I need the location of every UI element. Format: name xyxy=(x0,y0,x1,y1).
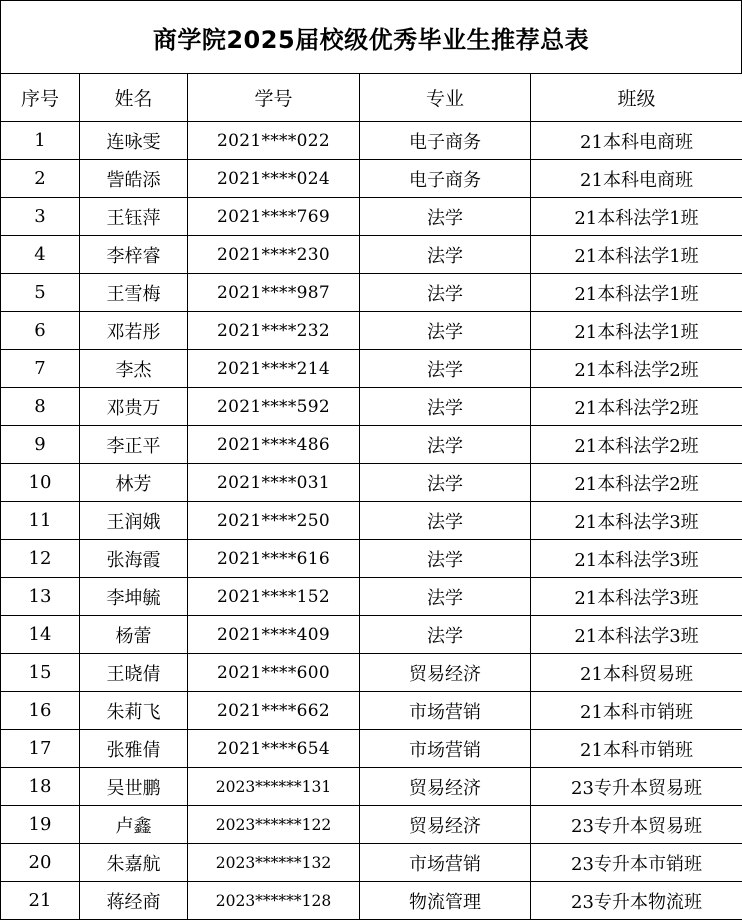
cell-major: 法学 xyxy=(360,312,531,350)
header-row xyxy=(1,74,742,122)
cell-name: 张雅倩 xyxy=(80,730,188,768)
recommendation-table xyxy=(0,73,742,920)
cell-student-id: 2021****987 xyxy=(188,274,360,312)
cell-class: 21本科法学1班 xyxy=(531,274,742,312)
table-row xyxy=(1,464,742,502)
cell-class: 21本科法学2班 xyxy=(531,426,742,464)
cell-class: 21本科贸易班 xyxy=(531,654,742,692)
cell-no: 6 xyxy=(1,312,80,350)
cell-class: 23专升本市销班 xyxy=(531,844,742,882)
cell-major: 贸易经济 xyxy=(360,768,531,806)
header-major: 专业 xyxy=(360,74,531,122)
table-row xyxy=(1,540,742,578)
cell-major: 法学 xyxy=(360,540,531,578)
cell-name: 蒋经商 xyxy=(80,882,188,920)
cell-class: 21本科法学3班 xyxy=(531,502,742,540)
cell-name: 朱莉飞 xyxy=(80,692,188,730)
cell-major: 市场营销 xyxy=(360,844,531,882)
table-row xyxy=(1,274,742,312)
cell-no: 18 xyxy=(1,768,80,806)
cell-student-id: 2021****031 xyxy=(188,464,360,502)
cell-no: 16 xyxy=(1,692,80,730)
cell-no: 13 xyxy=(1,578,80,616)
cell-major: 贸易经济 xyxy=(360,654,531,692)
cell-major: 法学 xyxy=(360,578,531,616)
header-class: 班级 xyxy=(531,74,742,122)
cell-class: 21本科市销班 xyxy=(531,692,742,730)
cell-name: 连咏雯 xyxy=(80,122,188,160)
table-row xyxy=(1,426,742,464)
cell-student-id: 2021****022 xyxy=(188,122,360,160)
cell-no: 17 xyxy=(1,730,80,768)
header-no: 序号 xyxy=(1,74,80,122)
cell-class: 21本科法学2班 xyxy=(531,388,742,426)
cell-name: 张海霞 xyxy=(80,540,188,578)
cell-student-id: 2021****654 xyxy=(188,730,360,768)
cell-student-id: 2021****616 xyxy=(188,540,360,578)
cell-major: 法学 xyxy=(360,274,531,312)
cell-no: 10 xyxy=(1,464,80,502)
cell-student-id: 2021****232 xyxy=(188,312,360,350)
cell-no: 5 xyxy=(1,274,80,312)
cell-no: 11 xyxy=(1,502,80,540)
cell-student-id: 2023******131 xyxy=(188,768,360,806)
cell-name: 李杰 xyxy=(80,350,188,388)
cell-class: 21本科法学1班 xyxy=(531,236,742,274)
cell-student-id: 2021****600 xyxy=(188,654,360,692)
cell-class: 23专升本物流班 xyxy=(531,882,742,920)
table-header xyxy=(1,74,742,122)
cell-class: 23专升本贸易班 xyxy=(531,768,742,806)
table-row xyxy=(1,692,742,730)
table-row xyxy=(1,198,742,236)
cell-class: 21本科电商班 xyxy=(531,122,742,160)
table-row xyxy=(1,236,742,274)
table-row xyxy=(1,654,742,692)
table-row xyxy=(1,312,742,350)
cell-major: 电子商务 xyxy=(360,160,531,198)
cell-student-id: 2021****230 xyxy=(188,236,360,274)
cell-name: 訾皓添 xyxy=(80,160,188,198)
cell-major: 电子商务 xyxy=(360,122,531,160)
cell-major: 法学 xyxy=(360,350,531,388)
cell-student-id: 2021****769 xyxy=(188,198,360,236)
table-body xyxy=(1,122,742,920)
table-row xyxy=(1,882,742,920)
header-student-id: 学号 xyxy=(188,74,360,122)
cell-class: 21本科法学2班 xyxy=(531,464,742,502)
cell-name: 王雪梅 xyxy=(80,274,188,312)
cell-no: 20 xyxy=(1,844,80,882)
table-row xyxy=(1,616,742,654)
cell-name: 林芳 xyxy=(80,464,188,502)
cell-no: 1 xyxy=(1,122,80,160)
cell-name: 李坤毓 xyxy=(80,578,188,616)
cell-no: 2 xyxy=(1,160,80,198)
cell-no: 8 xyxy=(1,388,80,426)
cell-no: 7 xyxy=(1,350,80,388)
cell-major: 法学 xyxy=(360,426,531,464)
header-name: 姓名 xyxy=(80,74,188,122)
cell-name: 邓若彤 xyxy=(80,312,188,350)
table-row xyxy=(1,122,742,160)
table-row xyxy=(1,388,742,426)
document-title: 商学院2025届校级优秀毕业生推荐总表 xyxy=(0,0,742,73)
cell-no: 14 xyxy=(1,616,80,654)
table-row xyxy=(1,730,742,768)
cell-no: 12 xyxy=(1,540,80,578)
cell-major: 市场营销 xyxy=(360,692,531,730)
cell-class: 21本科法学1班 xyxy=(531,312,742,350)
cell-student-id: 2021****024 xyxy=(188,160,360,198)
cell-student-id: 2023******122 xyxy=(188,806,360,844)
cell-class: 21本科法学1班 xyxy=(531,198,742,236)
cell-name: 朱嘉航 xyxy=(80,844,188,882)
cell-student-id: 2021****662 xyxy=(188,692,360,730)
cell-name: 王钰萍 xyxy=(80,198,188,236)
table-row xyxy=(1,578,742,616)
cell-name: 王晓倩 xyxy=(80,654,188,692)
cell-major: 法学 xyxy=(360,616,531,654)
cell-class: 21本科市销班 xyxy=(531,730,742,768)
cell-class: 21本科法学3班 xyxy=(531,616,742,654)
cell-class: 23专升本贸易班 xyxy=(531,806,742,844)
cell-major: 市场营销 xyxy=(360,730,531,768)
cell-class: 21本科法学3班 xyxy=(531,578,742,616)
cell-no: 9 xyxy=(1,426,80,464)
cell-major: 物流管理 xyxy=(360,882,531,920)
cell-major: 法学 xyxy=(360,502,531,540)
cell-class: 21本科法学3班 xyxy=(531,540,742,578)
cell-name: 吴世鹏 xyxy=(80,768,188,806)
cell-no: 19 xyxy=(1,806,80,844)
table-row xyxy=(1,350,742,388)
cell-no: 21 xyxy=(1,882,80,920)
cell-student-id: 2021****486 xyxy=(188,426,360,464)
cell-student-id: 2023******128 xyxy=(188,882,360,920)
cell-major: 贸易经济 xyxy=(360,806,531,844)
cell-student-id: 2021****152 xyxy=(188,578,360,616)
cell-no: 3 xyxy=(1,198,80,236)
cell-name: 李梓睿 xyxy=(80,236,188,274)
table-row xyxy=(1,806,742,844)
cell-major: 法学 xyxy=(360,198,531,236)
cell-student-id: 2023******132 xyxy=(188,844,360,882)
cell-name: 李正平 xyxy=(80,426,188,464)
table-row xyxy=(1,160,742,198)
table-row xyxy=(1,768,742,806)
cell-student-id: 2021****409 xyxy=(188,616,360,654)
cell-student-id: 2021****592 xyxy=(188,388,360,426)
cell-class: 21本科法学2班 xyxy=(531,350,742,388)
cell-major: 法学 xyxy=(360,236,531,274)
cell-major: 法学 xyxy=(360,388,531,426)
cell-no: 15 xyxy=(1,654,80,692)
cell-student-id: 2021****214 xyxy=(188,350,360,388)
cell-name: 杨蕾 xyxy=(80,616,188,654)
table-row xyxy=(1,502,742,540)
cell-no: 4 xyxy=(1,236,80,274)
cell-major: 法学 xyxy=(360,464,531,502)
cell-name: 邓贵万 xyxy=(80,388,188,426)
table-row xyxy=(1,844,742,882)
cell-name: 卢鑫 xyxy=(80,806,188,844)
cell-class: 21本科电商班 xyxy=(531,160,742,198)
cell-name: 王润娥 xyxy=(80,502,188,540)
cell-student-id: 2021****250 xyxy=(188,502,360,540)
